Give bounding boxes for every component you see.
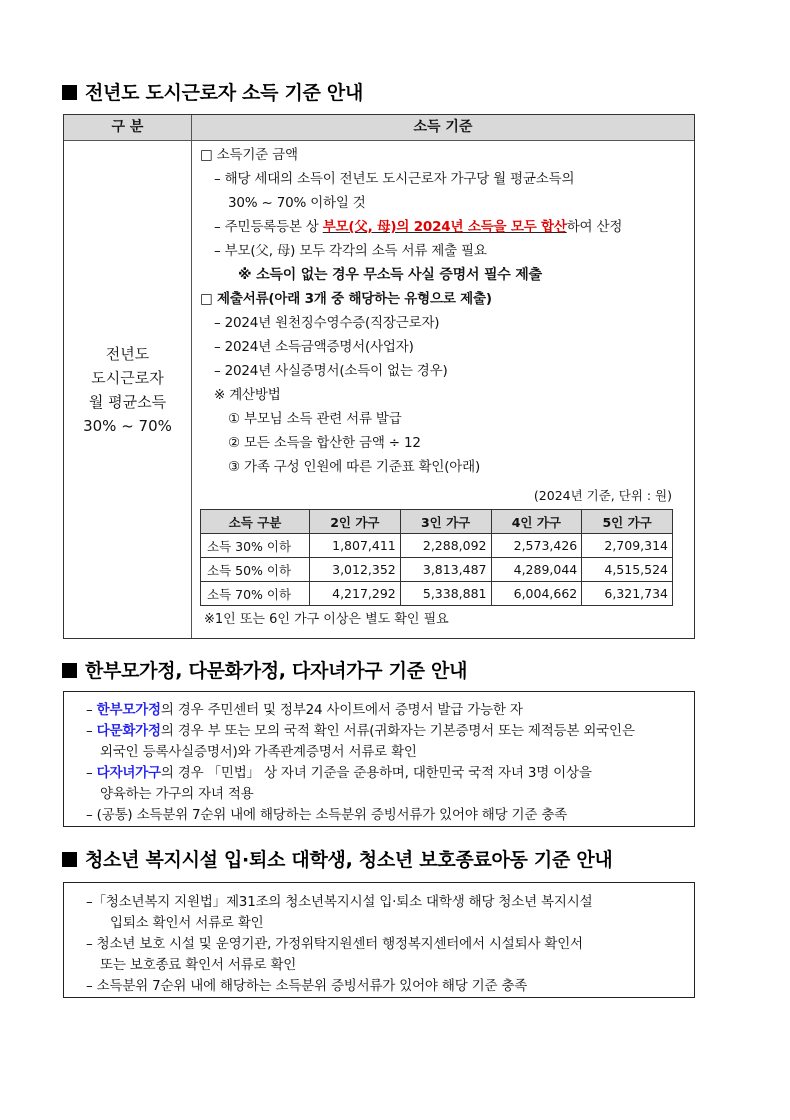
table-cell: 2,709,314 — [582, 534, 673, 558]
row-label: 소득 30% 이하 — [201, 534, 310, 558]
family-item — [86, 763, 592, 783]
family-item-cont: 양육하는 가구의 자녀 적용 — [100, 786, 254, 802]
text: 의 경우 부 또는 모의 국적 확인 서류(귀화자는 기본증명서 또는 제적등본 외국인은 — [160, 723, 635, 739]
youth-item: – 소득분위 7순위 내에 해당하는 소득분위 증빙서류가 있어야 해당 기준 충족 — [86, 978, 528, 994]
table-cell: 3,012,352 — [310, 558, 401, 582]
document-item: – 2024년 소득금액증명서(사업자) — [214, 339, 414, 355]
text: 의 경우 주민센터 및 정부24 사이트에서 증명서 발급 가능한 자 — [160, 702, 523, 718]
text: 하여 산정 — [566, 219, 623, 235]
highlight-red-text: 부모(父, 母)의 2024년 소득을 모두 합산 — [322, 219, 567, 235]
income-threshold-table — [200, 509, 673, 606]
table-row — [201, 582, 673, 606]
table-row — [201, 534, 673, 558]
criteria-line: – 해당 세대의 소득이 전년도 도시근로자 가구당 월 평균소득의 — [214, 171, 575, 187]
criteria-note: ※ 소득이 없는 경우 무소득 사실 증명서 필수 제출 — [238, 267, 542, 283]
calc-step: ① 부모님 소득 관련 서류 발급 — [228, 411, 402, 427]
youth-item: –「청소년복지 지원법」제31조의 청소년복지시설 입·퇴소 대학생 해당 청소년 복지시설 — [86, 894, 593, 910]
column-header: 2인 가구 — [310, 510, 401, 534]
section-title-income — [62, 78, 363, 105]
black-square-icon — [62, 663, 77, 678]
criteria-line-highlight — [214, 217, 622, 237]
family-item — [86, 700, 523, 720]
column-header: 소득 구분 — [201, 510, 310, 534]
table-cell: 6,321,734 — [582, 582, 673, 606]
family-item-cont: 외국인 등록사실증명서)와 가족관계증명서 서류로 확인 — [100, 744, 417, 760]
income-criteria-table — [63, 114, 695, 639]
family-item — [86, 721, 635, 741]
table-cell: 4,289,044 — [491, 558, 582, 582]
calc-heading: ※ 계산방법 — [214, 387, 281, 403]
criteria-heading: □ 소득기준 금액 — [200, 147, 298, 163]
category-line: 전년도 — [105, 344, 150, 363]
text: – 주민등록등본 상 — [214, 219, 323, 235]
family-item — [86, 805, 567, 825]
category-line: 도시근로자 — [91, 368, 164, 387]
highlight-blue-text: 다문화가정 — [96, 723, 161, 739]
category-line: 월 평균소득 — [88, 392, 167, 411]
table-cell: 4,515,524 — [582, 558, 673, 582]
column-header: 4인 가구 — [491, 510, 582, 534]
section-title-youth — [62, 845, 612, 872]
unit-note: (2024년 기준, 단위 : 원) — [533, 488, 672, 503]
column-header: 5인 가구 — [582, 510, 673, 534]
dash: – — [86, 702, 97, 718]
section-title-text: 전년도 도시근로자 소득 기준 안내 — [85, 82, 364, 104]
table-cell: 1,807,411 — [310, 534, 401, 558]
table-header — [64, 115, 694, 141]
dash: – — [86, 807, 97, 823]
category-line: 30% ~ 70% — [83, 416, 172, 435]
black-square-icon — [62, 85, 77, 100]
youth-item: – 청소년 보호 시설 및 운영기관, 가정위탁지원센터 행정복지센터에서 시설퇴사 확인서 — [86, 936, 583, 952]
row-label: 소득 50% 이하 — [201, 558, 310, 582]
youth-criteria-box — [63, 882, 695, 998]
table-cell: 2,288,092 — [400, 534, 491, 558]
document-item: – 2024년 사실증명서(소득이 없는 경우) — [214, 363, 448, 379]
row-label: 소득 70% 이하 — [201, 582, 310, 606]
calc-step: ② 모든 소득을 합산한 금액 ÷ 12 — [228, 435, 421, 451]
section-title-text: 청소년 복지시설 입·퇴소 대학생, 청소년 보호종료아동 기준 안내 — [85, 849, 613, 871]
table-cell: 6,004,662 — [491, 582, 582, 606]
youth-item-cont: 또는 보호종료 확인서 서류로 확인 — [100, 957, 297, 973]
highlight-blue-text: 다자녀가구 — [96, 765, 161, 781]
text: 의 경우 「민법」 상 자녀 기준을 준용하며, 대한민국 국적 자녀 3명 이상을 — [160, 765, 592, 781]
category-cell — [64, 141, 192, 638]
dash: – — [86, 765, 97, 781]
document-item: – 2024년 원천징수영수증(직장근로자) — [214, 315, 440, 331]
highlight-blue-text: 한부모가정 — [96, 702, 161, 718]
header-criteria: 소득 기준 — [413, 119, 473, 135]
column-header: 3인 가구 — [400, 510, 491, 534]
footnote: ※1인 또는 6인 가구 이상은 별도 확인 필요 — [204, 612, 449, 627]
section-title-family — [62, 656, 467, 683]
criteria-cell — [192, 141, 694, 638]
table-row — [201, 558, 673, 582]
criteria-line: 30% ~ 70% 이하일 것 — [228, 195, 366, 211]
criteria-line: – 부모(父, 母) 모두 각각의 소득 서류 제출 필요 — [214, 243, 487, 259]
text: (공통) 소득분위 7순위 내에 해당하는 소득분위 증빙서류가 있어야 해당 기준 충족 — [96, 807, 568, 823]
youth-item-cont: 입퇴소 확인서 서류로 확인 — [110, 915, 264, 931]
family-criteria-box — [63, 691, 695, 827]
table-cell: 4,217,292 — [310, 582, 401, 606]
dash: – — [86, 723, 97, 739]
table-cell: 5,338,881 — [400, 582, 491, 606]
section-title-text: 한부모가정, 다문화가정, 다자녀가구 기준 안내 — [85, 660, 468, 682]
documents-heading: □ 제출서류(아래 3개 중 해당하는 유형으로 제출) — [200, 291, 492, 307]
black-square-icon — [62, 852, 77, 867]
table-header-row — [201, 510, 673, 534]
table-cell: 2,573,426 — [491, 534, 582, 558]
calc-step: ③ 가족 구성 인원에 따른 기준표 확인(아래) — [228, 459, 481, 475]
table-cell: 3,813,487 — [400, 558, 491, 582]
header-category: 구 분 — [64, 115, 192, 140]
